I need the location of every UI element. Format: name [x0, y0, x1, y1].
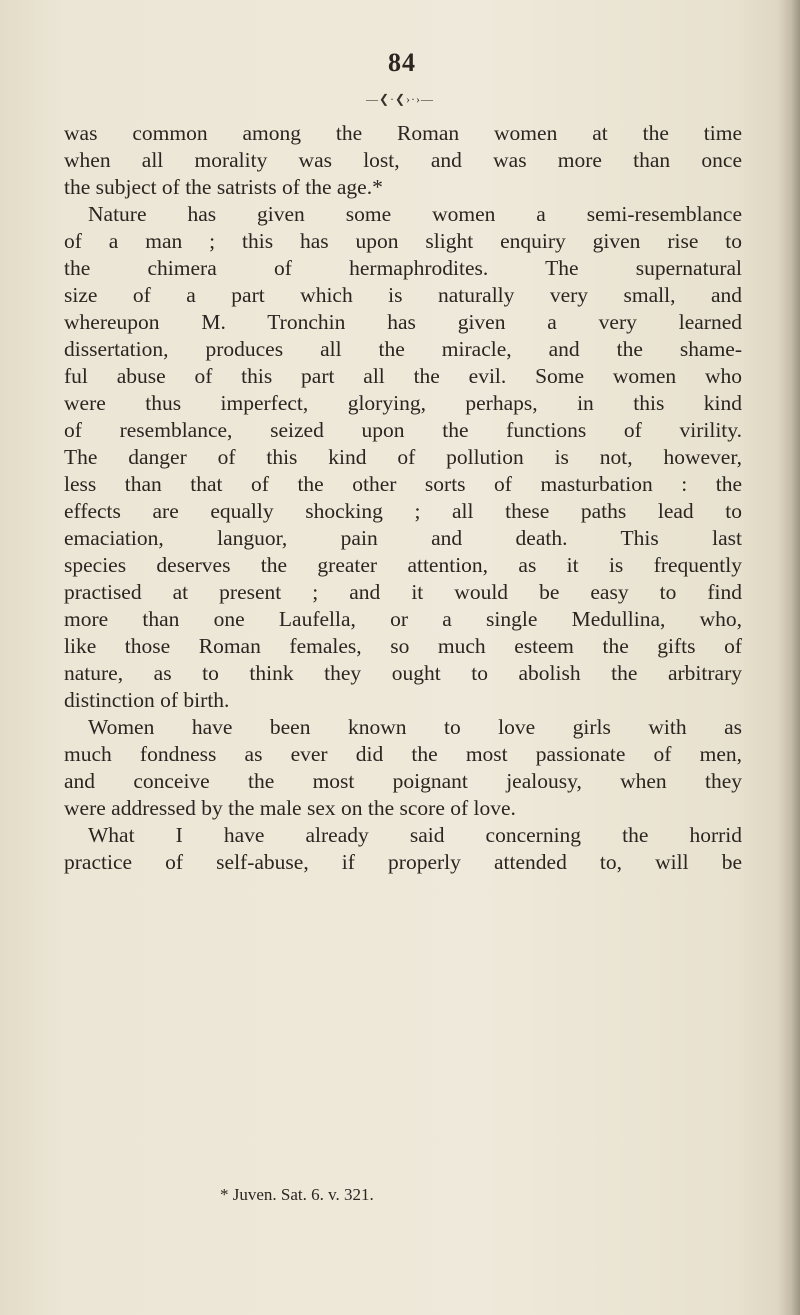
text-line: of resemblance, seized upon the functions of virility.: [64, 418, 742, 442]
text-line: nature, as to think they ought to abolish the arbitrary: [64, 661, 742, 685]
text-line: What I have already said concerning the horrid: [88, 823, 742, 847]
text-line: the chimera of hermaphrodites. The supernatural: [64, 256, 742, 280]
text-line: emaciation, languor, pain and death. This last: [64, 526, 742, 550]
text-line: were addressed by the male sex on the score of love.: [64, 796, 516, 820]
text-line: and conceive the most poignant jealousy, when they: [64, 769, 742, 793]
text-line: of a man ; this has upon slight enquiry given rise to: [64, 229, 742, 253]
text-line: dissertation, produces all the miracle, and the shame-: [64, 337, 742, 361]
text-line: were thus imperfect, glorying, perhaps, in this kind: [64, 391, 742, 415]
text-line: was common among the Roman women at the time: [64, 121, 742, 145]
footnote: * Juven. Sat. 6. v. 321.: [220, 1185, 374, 1204]
text-line: Women have been known to love girls with as: [88, 715, 742, 739]
text-line: more than one Laufella, or a single Medullina, who,: [64, 607, 742, 631]
page-edge-shadow: [778, 0, 800, 1315]
text-line: species deserves the greater attention, as it is frequently: [64, 553, 742, 577]
text-line: Nature has given some women a semi-resemblance: [88, 202, 742, 226]
text-line: the subject of the satrists of the age.*: [64, 175, 383, 199]
body-text: [64, 120, 742, 876]
text-line: The danger of this kind of pollution is not, however,: [64, 445, 742, 469]
text-line: practised at present ; and it would be easy to find: [64, 580, 742, 604]
text-line: less than that of the other sorts of masturbation : the: [64, 472, 742, 496]
text-line: distinction of birth.: [64, 688, 230, 712]
text-line: effects are equally shocking ; all these paths lead to: [64, 499, 742, 523]
text-line: practice of self-abuse, if properly attended to, will be: [64, 850, 742, 874]
text-line: whereupon M. Tronchin has given a very learned: [64, 310, 742, 334]
text-line: ful abuse of this part all the evil. Some women who: [64, 364, 742, 388]
text-line: when all morality was lost, and was more than once: [64, 148, 742, 172]
text-line: much fondness as ever did the most passionate of men,: [64, 742, 742, 766]
header-ornament: —❮·❮›·›—: [365, 92, 435, 106]
page-number: 84: [388, 48, 416, 77]
text-line: size of a part which is naturally very small, and: [64, 283, 742, 307]
text-line: like those Roman females, so much esteem the gifts of: [64, 634, 742, 658]
